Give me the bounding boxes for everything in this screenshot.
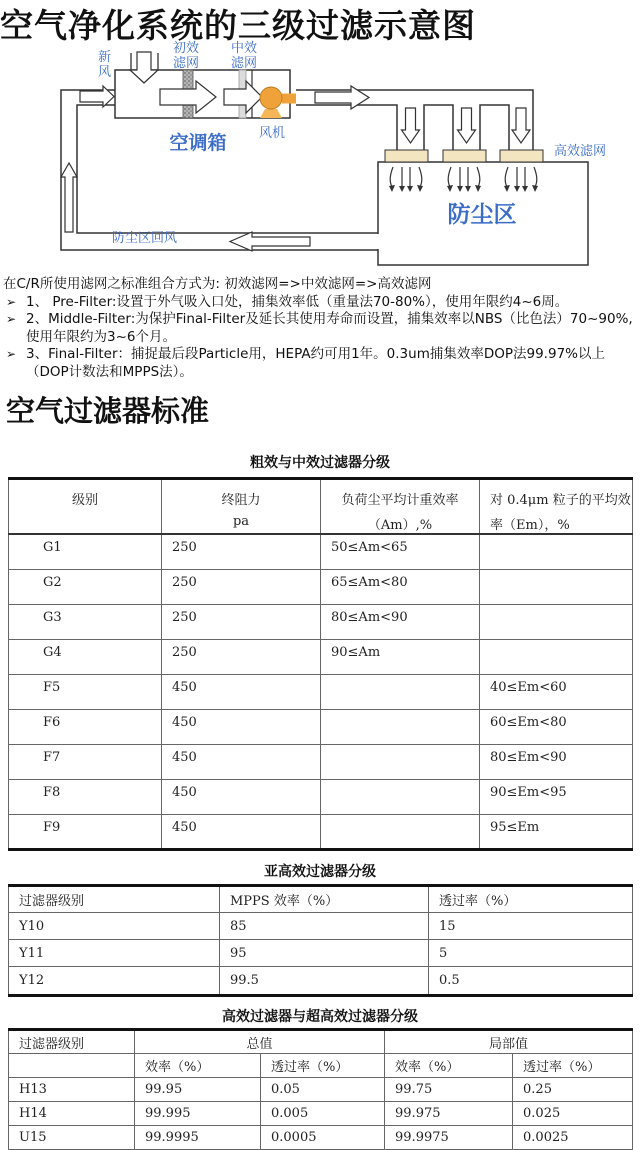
table1-title: 粗效与中效过滤器分级 (250, 455, 390, 471)
return-arrow-icon (230, 232, 310, 251)
note-item-final-filter (3, 346, 638, 381)
group-header-total: 总值 (135, 1030, 385, 1054)
riser-up-arrow-icon (61, 163, 77, 232)
cell: 15 (429, 913, 633, 940)
cell: 99.75 (385, 1078, 513, 1102)
cell: 65≤Am<80 (321, 569, 480, 604)
table-row (9, 940, 633, 967)
cell: F6 (9, 709, 162, 744)
cell: 90≤Am (321, 639, 480, 674)
hepa-filter-3 (500, 150, 543, 162)
cell: U15 (9, 1126, 135, 1150)
cell (480, 569, 633, 604)
cell: F9 (9, 814, 162, 849)
cell: G1 (9, 534, 162, 569)
col-header: 透过率（%） (261, 1054, 385, 1078)
note-text: 2、Middle-Filter:为保护Final-Filter及延长其使用寿命而设置，捕集效率以NBS（比色法）70~90%,使用年限约为3~6个月。 (26, 311, 633, 345)
col-header: 效率（%） (135, 1054, 261, 1078)
cell: 99.995 (135, 1102, 261, 1126)
section-title: 空气过滤器标准 (6, 394, 210, 428)
filter-notes (3, 276, 638, 381)
cell (321, 709, 480, 744)
cell: 0.005 (261, 1102, 385, 1126)
bullet-arrow-icon: ➢ (6, 312, 17, 326)
note-item-pre-filter (3, 294, 638, 312)
table-row (9, 604, 633, 639)
cell: 450 (162, 674, 321, 709)
cell: 99.9975 (385, 1126, 513, 1150)
branch-arrow-1-icon (402, 108, 420, 143)
cell (480, 639, 633, 674)
bullet-arrow-icon: ➢ (6, 347, 17, 361)
table-subheader-row (9, 1054, 633, 1078)
table-row (9, 709, 633, 744)
cell: 60≤Em<80 (480, 709, 633, 744)
cell: G2 (9, 569, 162, 604)
cleanroom-label: 防尘区 (447, 202, 517, 228)
cell: 0.25 (513, 1078, 633, 1102)
cell: H13 (9, 1078, 135, 1102)
col-header: 效率（%） (385, 1054, 513, 1078)
cell: G3 (9, 604, 162, 639)
cell: 250 (162, 569, 321, 604)
col-header: 对 0.4μm 粒子的平均效 率（Em），% (480, 479, 633, 535)
cell: F5 (9, 674, 162, 709)
cell: 450 (162, 709, 321, 744)
cell: 0.05 (261, 1078, 385, 1102)
col-header (9, 1054, 135, 1078)
cell: 95≤Em (480, 814, 633, 849)
cell: 85 (220, 913, 429, 940)
notes-intro: 在C/R所使用滤网之标准组合方式为: 初效滤网=>中效滤网=>高效滤网 (3, 276, 432, 292)
cell (321, 744, 480, 779)
cell: 95 (220, 940, 429, 967)
cell: F8 (9, 779, 162, 814)
cell: 99.95 (135, 1078, 261, 1102)
branch-down-arrows (402, 108, 531, 143)
table-row (9, 779, 633, 814)
col-header: 过滤器级别 (9, 1030, 135, 1054)
table3-title: 高效过滤器与超高效过滤器分级 (222, 1009, 418, 1025)
ahu-label: 空调箱 (169, 132, 227, 154)
table-row (9, 1078, 633, 1102)
return-air-label: 防尘区回风 (112, 231, 178, 246)
cell: 99.975 (385, 1102, 513, 1126)
table-row (9, 744, 633, 779)
coarse-medium-filter-table (8, 477, 633, 851)
table2-title: 亚高效过滤器分级 (264, 864, 376, 880)
cell: 99.5 (220, 967, 429, 996)
cell: 0.5 (429, 967, 633, 996)
cell: G4 (9, 639, 162, 674)
cell: H14 (9, 1102, 135, 1126)
cell: Y10 (9, 913, 220, 940)
pre-filter-label: 初效滤网 (172, 41, 199, 71)
col-header: 透过率（%） (429, 886, 633, 913)
table-row (9, 913, 633, 940)
table-row (9, 674, 633, 709)
table-row (9, 534, 633, 569)
cell: 90≤Em<95 (480, 779, 633, 814)
page-title: 空气净化系统的三级过滤示意图 (0, 6, 476, 45)
group-header-local: 局部值 (385, 1030, 633, 1054)
note-text: 3、Final-Filter：捕捉最后段Particle用，HEPA约可用1年。0.3um捕集效率DOP法99.97%以上（DOP计数法和MPPS法）。 (26, 346, 605, 380)
cell: Y12 (9, 967, 220, 996)
table-header-row (9, 479, 633, 535)
cell: 450 (162, 744, 321, 779)
hepa-filter-2 (443, 150, 486, 162)
cell: 250 (162, 604, 321, 639)
cell: 5 (429, 940, 633, 967)
hvac-three-stage-diagram (0, 40, 640, 276)
cell: 250 (162, 639, 321, 674)
note-item-middle-filter (3, 311, 638, 346)
cell: 450 (162, 779, 321, 814)
col-header: 负荷尘平均计重效率 （Am）,% (321, 479, 480, 535)
hepa-ulpa-filter-table (8, 1028, 633, 1150)
cell: 40≤Em<60 (480, 674, 633, 709)
table-row (9, 639, 633, 674)
table-header-row (9, 886, 633, 913)
sub-hepa-filter-table (8, 884, 633, 997)
table-group-header-row (9, 1030, 633, 1054)
cell: 80≤Am<90 (321, 604, 480, 639)
col-header: 过滤器级别 (9, 886, 220, 913)
table-row (9, 967, 633, 996)
cell: 80≤Em<90 (480, 744, 633, 779)
fan-label: 风机 (258, 126, 285, 141)
branch-arrow-2-icon (458, 108, 476, 143)
table-row (9, 1126, 633, 1150)
hepa-label: 高效滤网 (554, 144, 607, 159)
branch-arrow-3-icon (512, 108, 530, 143)
table-row (9, 814, 633, 849)
cell (480, 604, 633, 639)
cell (321, 814, 480, 849)
fresh-air-label: 新风 (97, 50, 111, 80)
cell: F7 (9, 744, 162, 779)
cell: 50≤Am<65 (321, 534, 480, 569)
cell: 0.0025 (513, 1126, 633, 1150)
table-row (9, 569, 633, 604)
inlet-arrow-icon (80, 86, 114, 107)
cell (480, 534, 633, 569)
cell: 0.025 (513, 1102, 633, 1126)
cell: 0.0005 (261, 1126, 385, 1150)
cell: Y11 (9, 940, 220, 967)
table-row (9, 1102, 633, 1126)
cell: 99.9995 (135, 1126, 261, 1150)
col-header: 级别 (9, 479, 162, 535)
cell (321, 779, 480, 814)
hepa-filter-1 (385, 150, 428, 162)
cell: 450 (162, 814, 321, 849)
hepa-filters (385, 150, 543, 162)
col-header: 终阻力 pa (162, 479, 321, 535)
mid-filter-label: 中效滤网 (230, 41, 257, 71)
col-header: MPPS 效率（%） (220, 886, 429, 913)
cell: 250 (162, 534, 321, 569)
note-text: 1、 Pre-Filter:设置于外气吸入口处，捕集效率低（重量法70-80%），使用年限约4~6周。 (26, 293, 569, 310)
cell (321, 674, 480, 709)
bullet-arrow-icon: ➢ (6, 294, 17, 309)
col-header: 透过率（%） (513, 1054, 633, 1078)
